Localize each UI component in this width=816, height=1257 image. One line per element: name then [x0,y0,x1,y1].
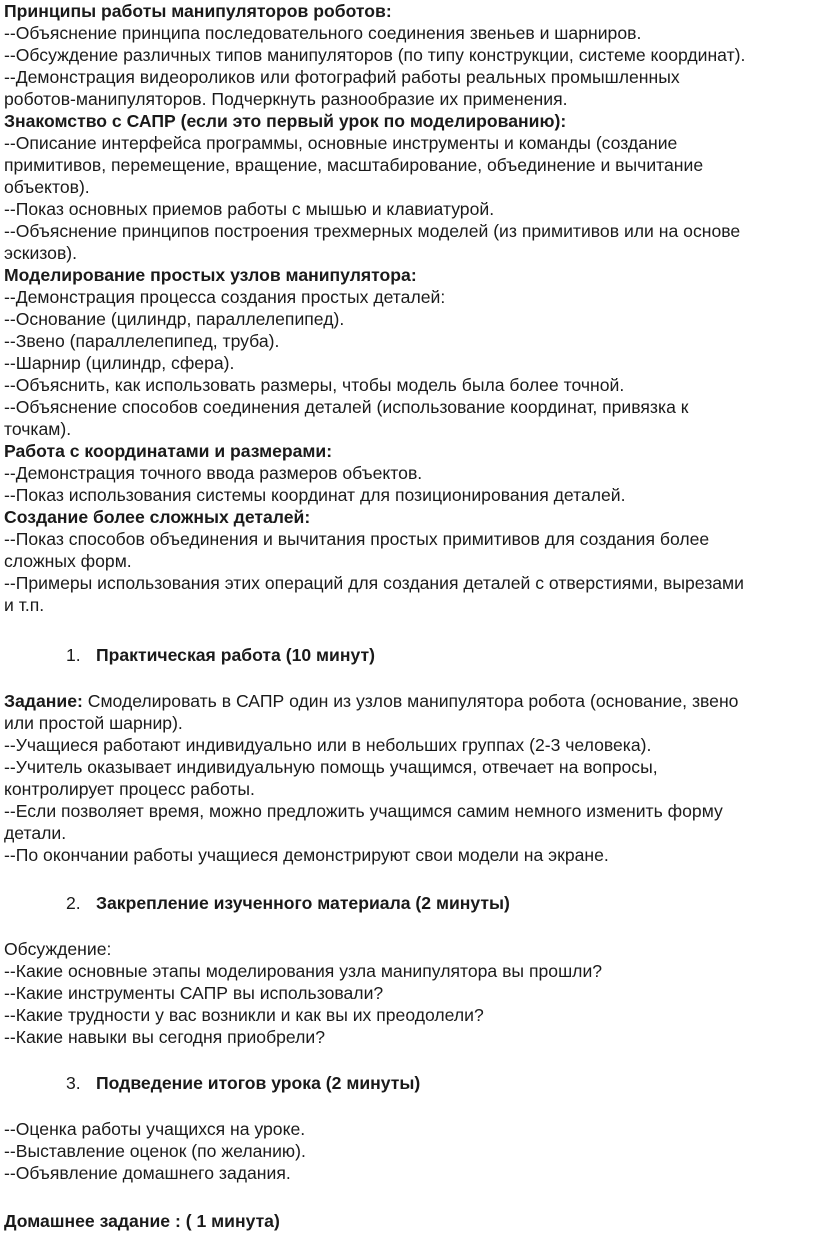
text-line: --Примеры использования этих операций для создания деталей с отверстиями, вырезами [4,573,744,593]
text-line: --Основание (цилиндр, параллелепипед). [4,309,345,329]
text-line: Обсуждение: [4,939,112,959]
text-line: примитивов, перемещение, вращение, масштабирование, объединение и вычитание [4,155,704,175]
text-line: точкам). [4,419,72,439]
text-line: --Демонстрация точного ввода размеров объектов. [4,463,423,483]
heading-homework: Домашнее задание : ( 1 минута) [4,1211,280,1231]
text-line: --Объяснение способов соединения деталей (использование координат, привязка к [4,397,689,417]
text-line: --Демонстрация видеороликов или фотографий работы реальных промышленных [4,67,680,87]
text-line: --Какие основные этапы моделирования узла манипулятора вы прошли? [4,961,603,981]
task-line [4,690,738,712]
text-line: --Показ способов объединения и вычитания простых примитивов для создания более [4,529,710,549]
text-line: эскизов). [4,243,78,263]
text-line: --Если позволяет время, можно предложить учащимся самим немного изменить форму [4,801,723,821]
text-line: --Выставление оценок (по желанию). [4,1141,306,1161]
text-line: --Объяснение принципов построения трехмерных моделей (из примитивов или на основе [4,221,741,241]
list-number: 2. [66,893,81,913]
text-line: --Показ использования системы координат для позиционирования деталей. [4,485,626,505]
text-line: --Объяснить, как использовать размеры, чтобы модель была более точной. [4,375,625,395]
text-line: --Описание интерфейса программы, основные инструменты и команды (создание [4,133,678,153]
text-line: --Объяснение принципа последовательного соединения звеньев и шарниров. [4,23,642,43]
heading-simple-nodes: Моделирование простых узлов манипулятора: [4,265,417,285]
text-line: --Звено (параллелепипед, труба). [4,331,280,351]
section-title-review: Закрепление изученного материала (2 минуты) [96,893,510,913]
text-line: контролирует процесс работы. [4,779,255,799]
heading-manipulator-principles: Принципы работы манипуляторов роботов: [4,1,392,21]
section-title-practical: Практическая работа (10 минут) [96,645,375,665]
text-line: и т.п. [4,595,45,615]
text-line: роботов-манипуляторов. Подчеркнуть разнообразие их применения. [4,89,568,109]
text-line: --Объявление домашнего задания. [4,1163,291,1183]
text-line: --Какие навыки вы сегодня приобрели? [4,1027,326,1047]
text-line: сложных форм. [4,551,132,571]
text-line: объектов). [4,177,90,197]
text-line: --Какие трудности у вас возникли и как вы их преодолели? [4,1005,484,1025]
text-line: --Демонстрация процесса создания простых деталей: [4,287,446,307]
text-line: --По окончании работы учащиеся демонстрируют свои модели на экране. [4,845,609,865]
heading-complex-parts: Создание более сложных деталей: [4,507,311,527]
heading-coordinates: Работа с координатами и размерами: [4,441,333,461]
text-line: --Показ основных приемов работы с мышью и клавиатурой. [4,199,495,219]
text-line: --Учитель оказывает индивидуальную помощь учащимся, отвечает на вопросы, [4,757,658,777]
text-line: --Учащиеся работают индивидуально или в небольших группах (2-3 человека). [4,735,652,755]
text-line: детали. [4,823,67,843]
list-number: 3. [66,1073,81,1093]
section-title-summary: Подведение итогов урока (2 минуты) [96,1073,421,1093]
text-line: или простой шарнир). [4,713,183,733]
heading-cad-intro: Знакомство с САПР (если это первый урок по моделированию): [4,111,567,131]
text-line: --Шарнир (цилиндр, сфера). [4,353,235,373]
text-line: --Какие инструменты САПР вы использовали? [4,983,384,1003]
list-number: 1. [66,645,81,665]
text-line: --Обсуждение различных типов манипуляторов (по типу конструкции, системе координат). [4,45,746,65]
task-label: Задание: [4,691,83,711]
task-text: Смоделировать в САПР один из узлов манипулятора робота (основание, звено [82,691,739,711]
text-line: --Оценка работы учащихся на уроке. [4,1119,306,1139]
